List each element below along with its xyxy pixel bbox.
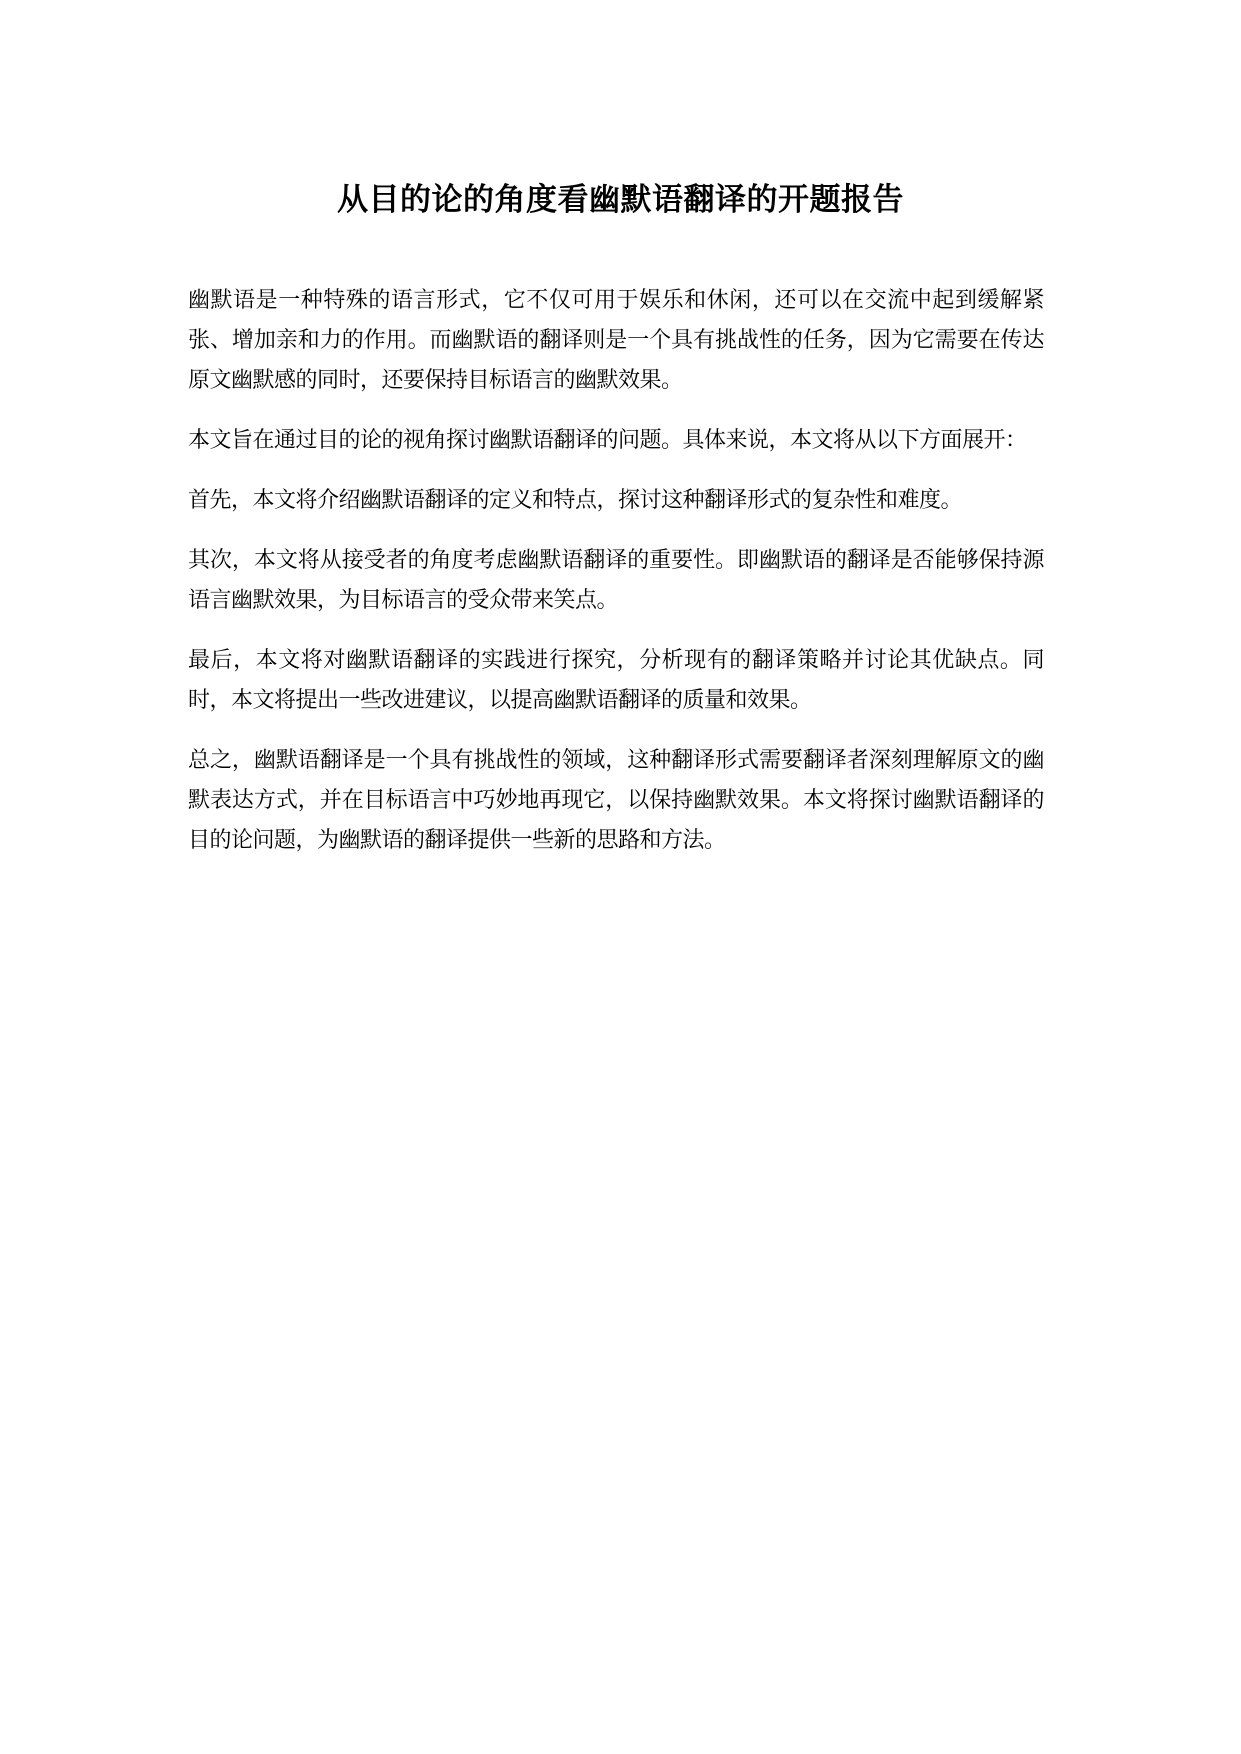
paragraph-intro: 幽默语是一种特殊的语言形式，它不仅可用于娱乐和休闲，还可以在交流中起到缓解紧张、增加亲和力的作用。而幽默语的翻译则是一个具有挑战性的任务，因为它需要在传达原文幽默感的同时，还要保持目标语言的幽默效果。	[188, 288, 1044, 393]
paragraph-first: 首先，本文将介绍幽默语翻译的定义和特点，探讨这种翻译形式的复杂性和难度。	[188, 488, 963, 513]
paragraph-conclusion: 总之，幽默语翻译是一个具有挑战性的领域，这种翻译形式需要翻译者深刻理解原文的幽默表达方式，并在目标语言中巧妙地再现它，以保持幽默效果。本文将探讨幽默语翻译的目的论问题，为幽默语的翻译提供一些新的思路和方法。	[188, 748, 1044, 853]
paragraph-purpose: 本文旨在通过目的论的视角探讨幽默语翻译的问题。具体来说，本文将从以下方面展开：	[188, 428, 1027, 453]
document-body	[188, 281, 1044, 881]
document-title: 从目的论的角度看幽默语翻译的开题报告	[337, 182, 904, 218]
paragraph-second: 其次，本文将从接受者的角度考虑幽默语翻译的重要性。即幽默语的翻译是否能够保持源语言幽默效果，为目标语言的受众带来笑点。	[188, 548, 1044, 613]
paragraph-last: 最后，本文将对幽默语翻译的实践进行探究，分析现有的翻译策略并讨论其优缺点。同时，本文将提出一些改进建议，以提高幽默语翻译的质量和效果。	[188, 648, 1044, 713]
